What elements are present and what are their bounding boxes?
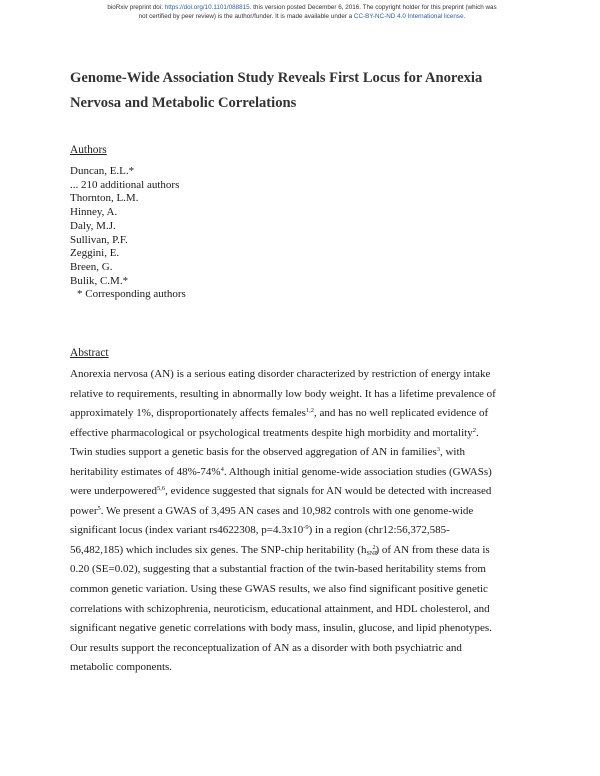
text-run: heritability estimates of 48%-74% (70, 465, 221, 478)
author-item: Sullivan, P.F. (70, 233, 128, 246)
title-line-2: Nervosa and Metabolic Correlations (70, 95, 297, 111)
author-item: Bulik, C.M.* (70, 274, 129, 287)
abstract-line (70, 521, 550, 541)
text-run: ) of AN from these data is (375, 543, 490, 556)
text-run: , and has no well replicated evidence of (314, 407, 489, 420)
abstract-line: common genetic variation. Using these GWAS results, we also find significant positive genetic (70, 583, 488, 596)
abstract-line: Anorexia nervosa (AN) is a serious eating disorder characterized by restriction of energy intake (70, 368, 491, 380)
header-prefix-2: not certified by peer review) is the author/funder. It is made available under a (138, 13, 354, 20)
author-item: ... 210 additional authors (70, 178, 180, 191)
license-link[interactable]: CC-BY-NC-ND 4.0 International license (353, 13, 464, 20)
text-run: . Although initial genome-wide association studies (GWASs) (223, 465, 492, 478)
abstract-line (70, 463, 550, 483)
citation-sup: 5,6 (157, 485, 166, 493)
abstract-line (70, 541, 550, 561)
header-suffix: . this version posted December 6, 2016. The copyright holder for this preprint (which was (249, 4, 497, 11)
abstract-body (70, 365, 550, 678)
preprint-header (60, 3, 544, 21)
abstract-line: significant negative genetic correlations with body mass, insulin, glucose, and lipid phenotypes. (70, 622, 492, 635)
abstract-line: correlations with schizophrenia, neuroticism, educational attainment, and HDL cholesterol, and (70, 602, 490, 615)
abstract-line: 0.20 (SE=0.02), suggesting that a substantial fraction of the twin-based heritability stems from (70, 563, 486, 576)
snp-subscript: SNP (366, 550, 378, 557)
author-item: Breen, G. (70, 260, 113, 273)
text-run: . We present a GWAS of 3,495 AN cases and 10,982 controls with one genome-wide (100, 504, 474, 517)
citation-sup: 3 (436, 446, 440, 454)
doi-link[interactable]: https://doi.org/10.1101/088815 (164, 4, 250, 11)
text-run: , evidence suggested that signals for AN would be detected with increased (165, 485, 492, 498)
text-run: Twin studies support a genetic basis for the observed aggregation of AN in families (70, 446, 437, 459)
abstract-line (70, 502, 550, 522)
paper-title (70, 66, 540, 116)
title-line-1: Genome-Wide Association Study Reveals First Locus for Anorexia (70, 70, 483, 86)
abstract-line (70, 404, 550, 424)
author-item: Daly, M.J. (70, 219, 116, 232)
author-item: Zeggini, E. (70, 247, 120, 260)
citation-sup: 5 (97, 504, 101, 512)
text-run: were underpowered (70, 485, 158, 498)
text-run: . (475, 426, 479, 439)
text-run: effective pharmacological or psychological treatments despite high morbidity and mortality (70, 426, 473, 439)
corresponding-note: * Corresponding authors (77, 288, 186, 301)
exponent-sup: -9 (303, 524, 309, 532)
abstract-line (70, 424, 550, 444)
author-list (70, 165, 186, 302)
author-item: Hinney, A. (70, 206, 118, 219)
authors-heading: Authors (70, 144, 107, 156)
abstract-line (70, 443, 550, 463)
header-line-1 (60, 3, 544, 12)
author-item: Thornton, L.M. (70, 192, 139, 205)
squared-superscript: 2 (372, 544, 376, 551)
abstract-heading: Abstract (70, 347, 109, 359)
text-run: ) in a region (chr12:56,372,585- (308, 524, 450, 537)
header-suffix-2: . (463, 13, 466, 20)
text-run: significant locus (index variant rs4622308, p=4.3x10 (70, 524, 304, 537)
citation-sup: 4 (220, 465, 224, 473)
abstract-line: Our results support the reconceptualization of AN as a disorder with both psychiatric and (70, 641, 462, 654)
text-run: approximately 1%, disproportionately affects females (70, 407, 306, 420)
citation-sup: 1,2 (305, 407, 315, 415)
abstract-line (70, 482, 550, 502)
abstract-line: metabolic components. (70, 661, 173, 674)
header-prefix: bioRxiv preprint doi: (107, 4, 165, 11)
author-item: Duncan, E.L.* (70, 165, 135, 177)
citation-sup: 2 (472, 426, 476, 434)
header-line-2 (60, 12, 544, 21)
abstract-line: relative to requirements, resulting in abnormally low body weight. It has a lifetime prevalence of (70, 387, 496, 400)
text-run: power (70, 504, 98, 517)
text-run: 56,482,185) which includes six genes. The SNP-chip heritability (h (70, 543, 367, 556)
text-run: , with (439, 446, 466, 459)
